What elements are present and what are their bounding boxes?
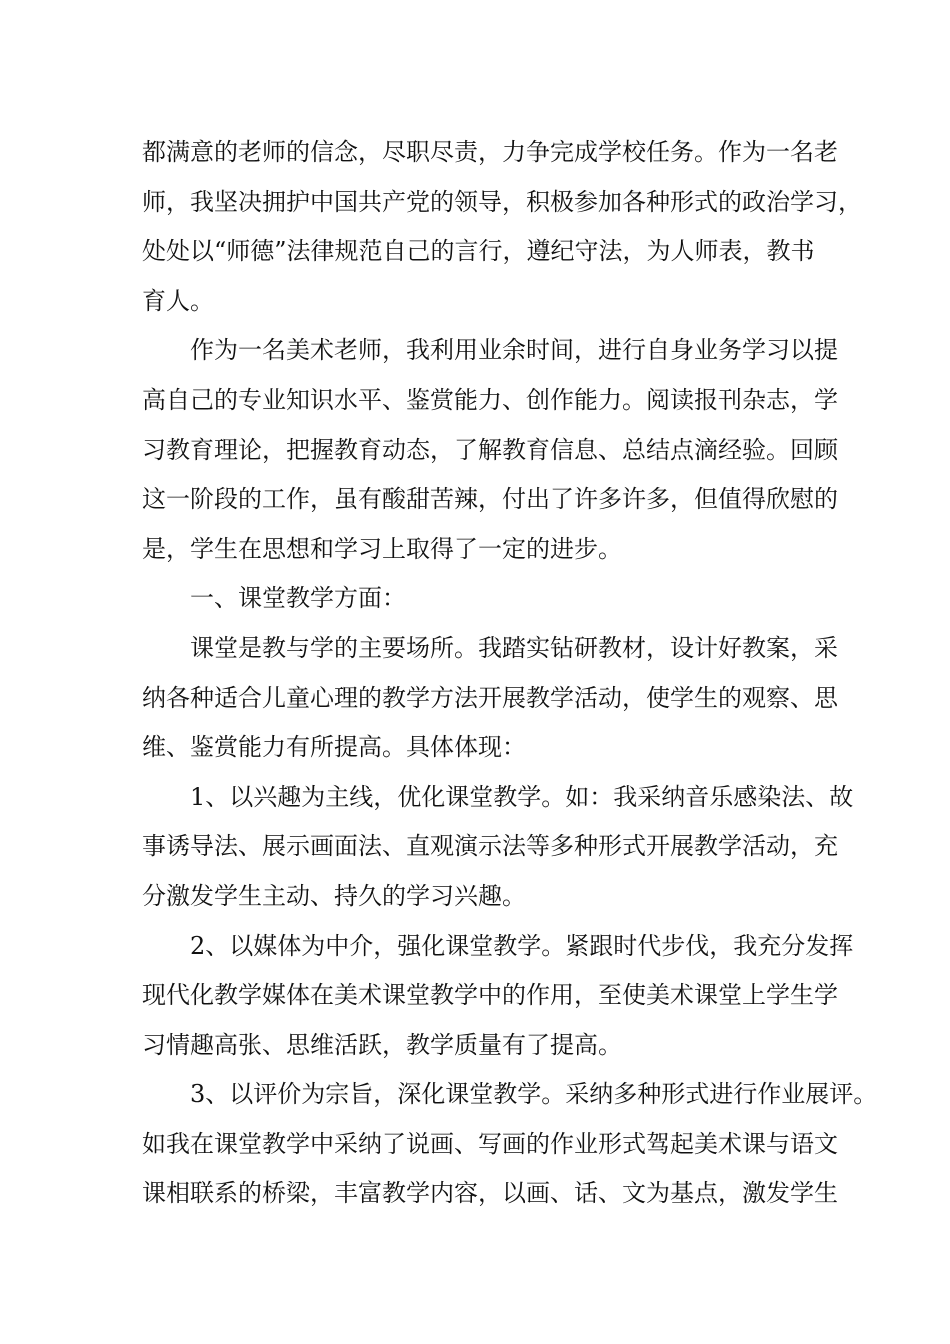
text-line: 这一阶段的工作，虽有酸甜苦辣，付出了许多许多，但值得欣慰的 xyxy=(142,485,838,514)
text-line: 一、课堂教学方面： xyxy=(190,584,406,613)
text-line: 事诱导法、展示画面法、直观演示法等多种形式开展教学活动，充 xyxy=(142,832,838,861)
text-line: 维、鉴赏能力有所提高。具体体现： xyxy=(142,733,526,762)
text-line: 纳各种适合儿童心理的教学方法开展教学活动，使学生的观察、思 xyxy=(142,683,838,712)
text-line: 作为一名美术老师，我利用业余时间，进行自身业务学习以提 xyxy=(190,336,838,365)
text-line: 习教育理论，把握教育动态，了解教育信息、总结点滴经验。回顾 xyxy=(142,435,838,464)
text-line: 课堂是教与学的主要场所。我踏实钻研教材，设计好教案，采 xyxy=(190,633,838,662)
text-line: 2、以媒体为中介，强化课堂教学。紧跟时代步伐，我充分发挥 xyxy=(190,931,854,960)
text-line: 如我在课堂教学中采纳了说画、写画的作业形式驾起美术课与语文 xyxy=(142,1129,838,1158)
text-line: 高自己的专业知识水平、鉴赏能力、创作能力。阅读报刊杂志，学 xyxy=(142,385,838,414)
text-line: 都满意的老师的信念，尽职尽责，力争完成学校任务。作为一名老 xyxy=(142,138,838,166)
text-line: 3、以评价为宗旨，深化课堂教学。采纳多种形式进行作业展评。 xyxy=(190,1080,878,1109)
text-line: 是，学生在思想和学习上取得了一定的进步。 xyxy=(142,534,622,563)
document-body xyxy=(142,128,878,1219)
text-line: 师，我坚决拥护中国共产党的领导，积极参加各种形式的政治学习， xyxy=(142,187,862,216)
text-line: 分激发学生主动、持久的学习兴趣。 xyxy=(142,881,526,910)
text-line: 处处以“师德”法律规范自己的言行，遵纪守法，为人师表，教书 xyxy=(142,237,815,266)
text-line: 1、以兴趣为主线，优化课堂教学。如：我采纳音乐感染法、故 xyxy=(190,782,854,811)
text-line: 现代化教学媒体在美术课堂教学中的作用，至使美术课堂上学生学 xyxy=(142,981,838,1010)
text-line: 育人。 xyxy=(142,286,214,315)
text-line: 课相联系的桥梁，丰富教学内容，以画、话、文为基点，激发学生 xyxy=(142,1179,838,1208)
text-line: 习情趣高张、思维活跃，教学质量有了提高。 xyxy=(142,1030,622,1059)
